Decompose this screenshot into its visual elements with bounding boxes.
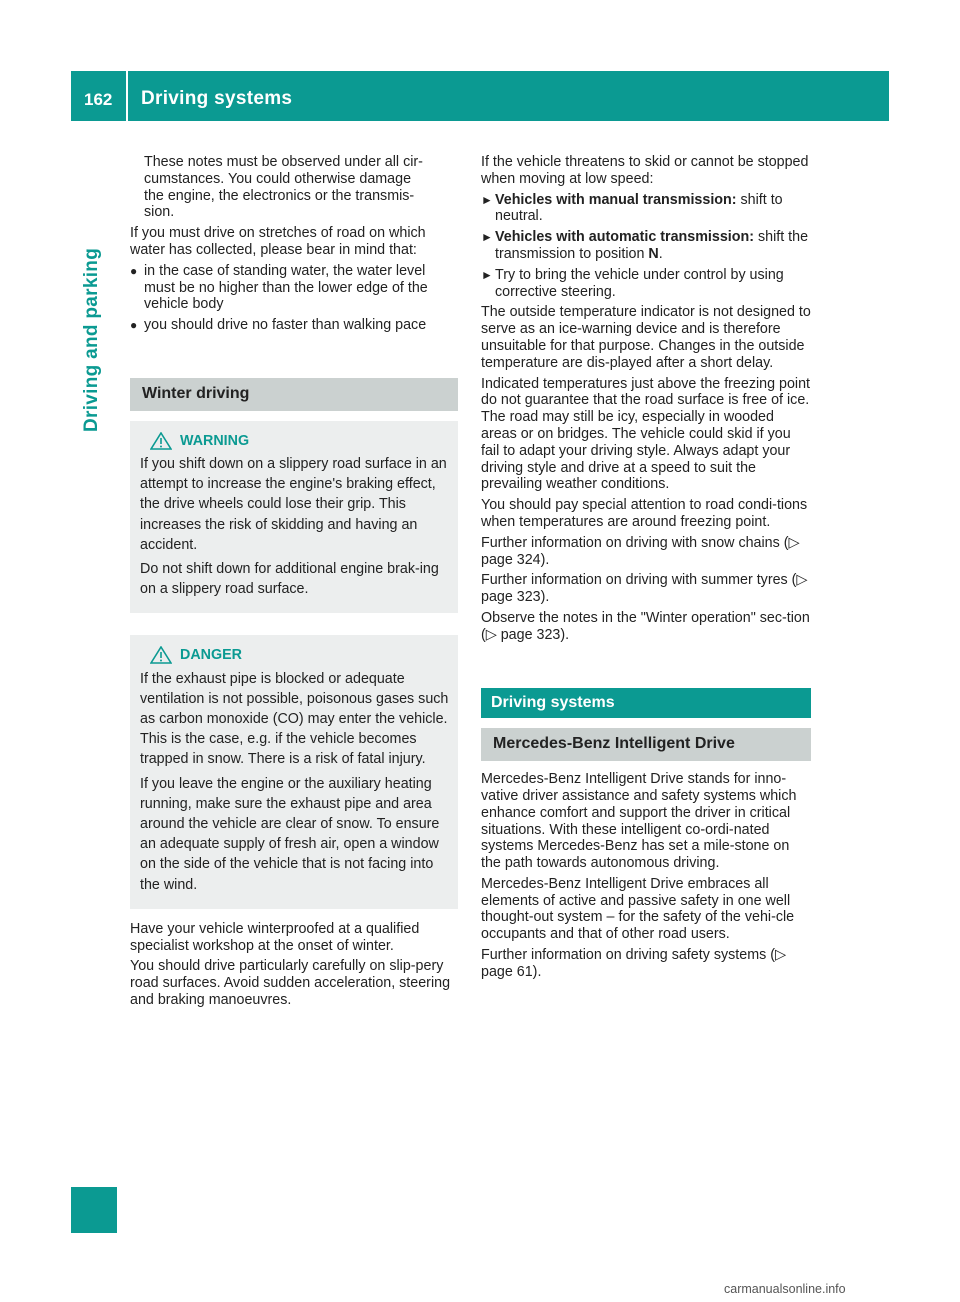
page-title: Driving systems [141, 88, 293, 109]
list-item [130, 317, 458, 334]
arrow-right-icon: ► [481, 192, 493, 207]
section-heading-winter-driving: Winter driving [130, 378, 458, 411]
left-column [130, 154, 458, 1013]
warning-text: If you shift down on a slippery road surface in an attempt to increase the engine's braking effect, the drive wheels could lose their grip. This increases the risk of skidding and having an accident. [140, 455, 447, 553]
bullet-text: in the case of standing water, the water level must be no higher than the lower edge of the vehicle body [144, 262, 428, 313]
warning-text: Do not shift down for additional engine brak-ing on a slippery road surface. [140, 560, 439, 598]
step-label: Vehicles with automatic transmission: [495, 229, 755, 246]
section-heading-driving-systems: Driving systems [481, 688, 811, 719]
bullet-icon: ● [130, 263, 138, 278]
temperature-text: The outside temperature indicator is not designed to serve as an ice-warning device and is therefore unsuitable for that purpose. Changes in the outside temperature are dis-played after a short delay. [481, 304, 811, 371]
snow-chains-reference: Further information on driving with snow chains (▷ page 324). [481, 534, 800, 568]
instruction-step [481, 229, 811, 263]
careful-text: You should drive particularly carefully on slip-pery road surfaces. Avoid sudden acceleration, steering and braking manoeuvres. [130, 958, 451, 1009]
danger-text: If the exhaust pipe is blocked or adequate ventilation is not possible, poisonous gases such as carbon monoxide (CO) may enter the vehicle. This is the case, e.g. if the vehicle becomes trapped in snow. There is a risk of fatal injury. [140, 670, 449, 768]
gear-position: N [648, 245, 659, 262]
list-item [130, 263, 458, 313]
header-divider [126, 71, 128, 121]
bullet-text: you should drive no faster than walking pace [144, 317, 427, 334]
instruction-step [481, 267, 811, 301]
intelligent-drive-text: Mercedes-Benz Intelligent Drive embraces all elements of active and passive safety in one well thought-out system – for the safety of the vehi-cle occupants and that of other road users. [481, 875, 795, 943]
skid-intro: If the vehicle threatens to skid or cannot be stopped when moving at low speed: [481, 154, 809, 187]
water-intro: If you must drive on stretches of road on which water has collected, please bear in mind that: [130, 225, 426, 258]
winterproof-text: Have your vehicle winterproofed at a qualified specialist workshop at the onset of winter. [130, 920, 420, 954]
temperature-text: You should pay special attention to road condi-tions when temperatures are around freezing point. [481, 497, 808, 530]
watermark: carmanualsonline.info [724, 1282, 846, 1296]
warning-box [130, 421, 458, 614]
danger-box [130, 635, 458, 908]
step-tail: . [658, 245, 663, 262]
warning-triangle-icon [150, 646, 172, 664]
step-label: Vehicles with manual transmission: [495, 191, 737, 208]
warning-triangle-icon [150, 432, 172, 450]
safety-systems-reference: Further information on driving safety systems (▷ page 61). [481, 947, 786, 980]
right-column [481, 154, 811, 985]
arrow-right-icon: ► [481, 267, 493, 282]
instruction-step [481, 192, 811, 226]
warning-title: WARNING [180, 432, 250, 449]
intro-note: These notes must be observed under all cir- cumstances. You could otherwise damage the engine, the electronics or the transmis- sion. [144, 154, 423, 221]
danger-title: DANGER [180, 647, 242, 664]
temperature-text: Indicated temperatures just above the freezing point do not guarantee that the road surface is free of ice. The road may still be icy, especially in wooded areas or on bridges. The vehicle could skid if you fail to adapt your driving style. Always adapt your driving style and drive at a speed to suit the prevailing weather conditions. [481, 375, 811, 493]
summer-tyres-reference: Further information on driving with summer tyres (▷ page 323). [481, 572, 808, 606]
section-heading-intelligent-drive: Mercedes-Benz Intelligent Drive [481, 728, 811, 761]
chapter-marker [71, 1187, 117, 1233]
bullet-icon: ● [130, 318, 138, 333]
danger-text: If you leave the engine or the auxiliary heating running, make sure the exhaust pipe and area around the vehicle are clear of snow. To ensure an adequate supply of fresh air, open a window on the side of the vehicle that is not facing into the wind. [140, 775, 440, 893]
step-text: shift the transmission to position [495, 229, 809, 262]
chapter-side-label: Driving and parking [81, 247, 102, 432]
arrow-right-icon: ► [481, 230, 493, 245]
page-number: 162 [84, 90, 113, 109]
intelligent-drive-text: Mercedes-Benz Intelligent Drive stands for inno-vative driver assistance and safety systems which enhance comfort and support the driver in critical situations. With these intelligent co-ordi-nated systems Mercedes-Benz has set a mile-stone on the path towards autonomous driving. [481, 771, 797, 872]
step-text: Try to bring the vehicle under control by using corrective steering. [495, 266, 784, 300]
winter-operation-reference: Observe the notes in the "Winter operation" sec-tion (▷ page 323). [481, 609, 810, 643]
step-text: shift to neutral. [495, 191, 783, 225]
